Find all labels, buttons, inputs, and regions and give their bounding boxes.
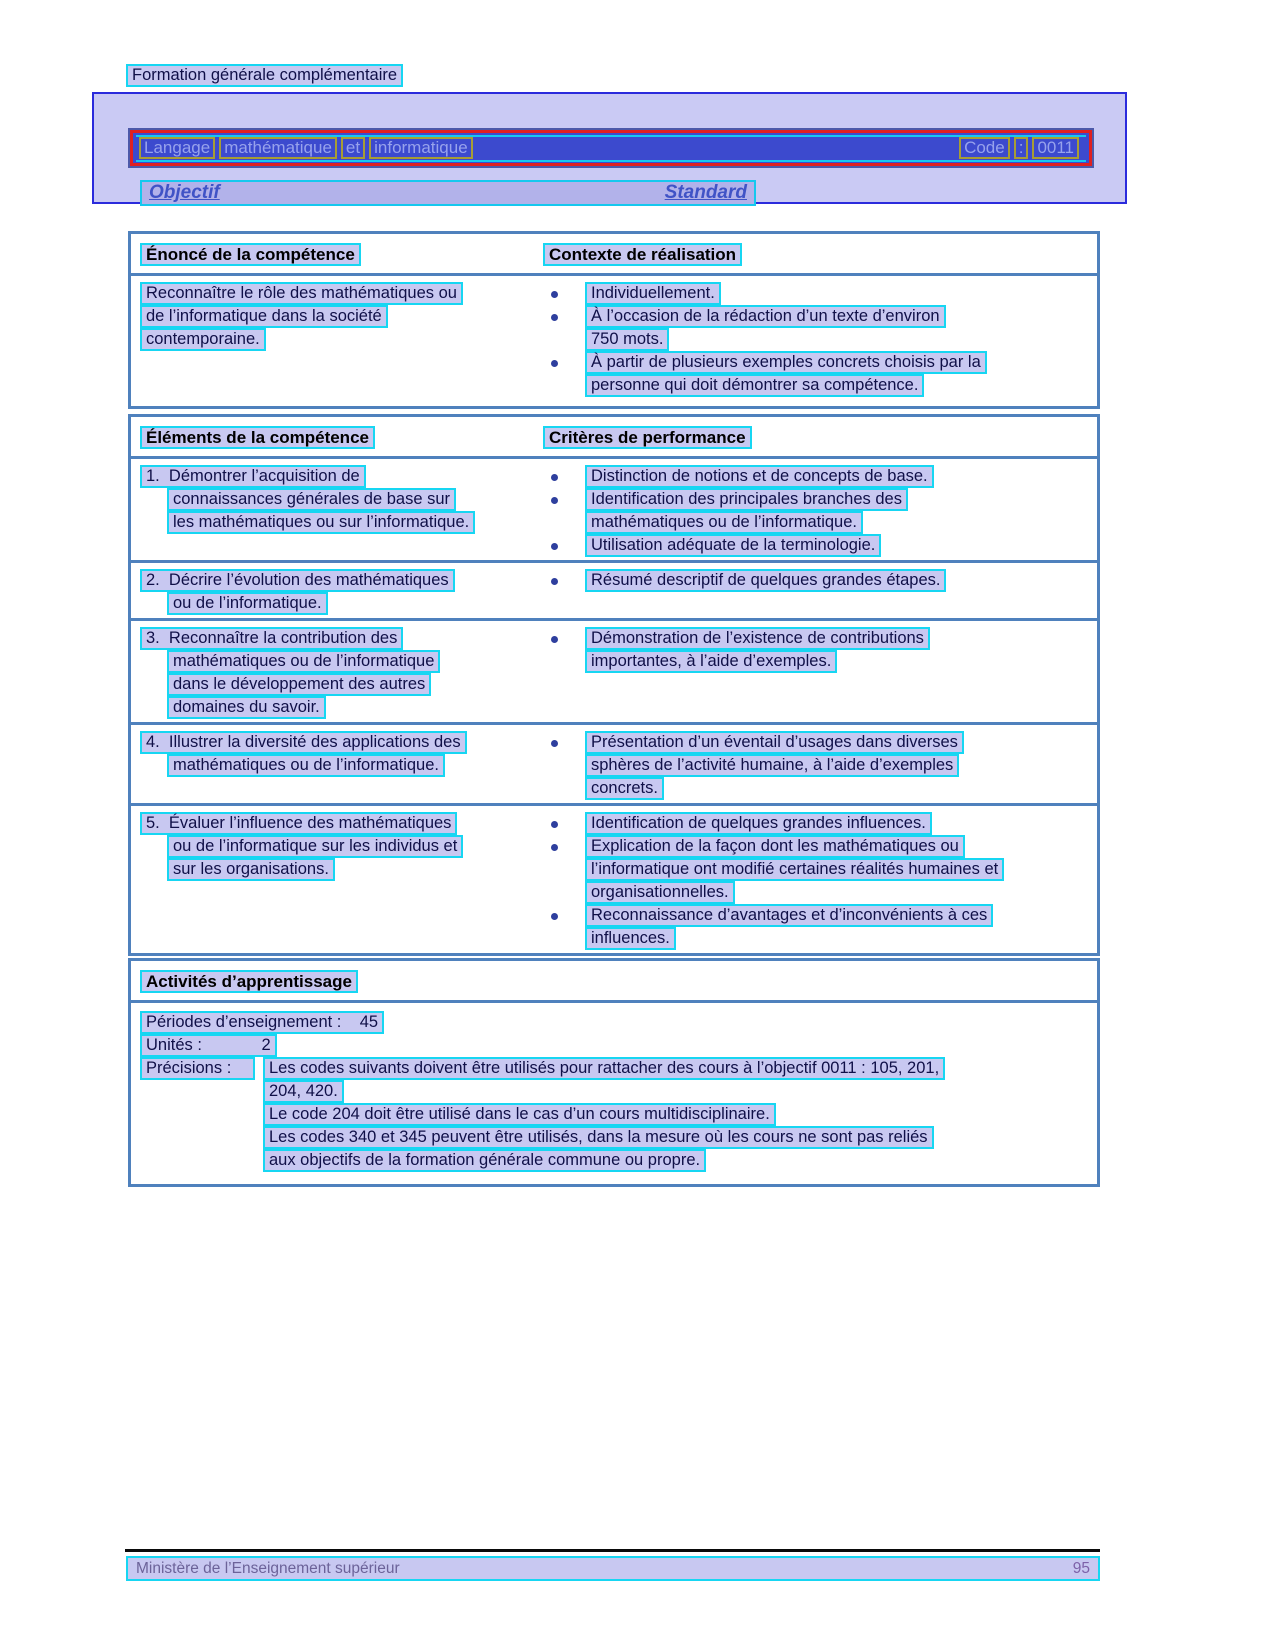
bullet-icon	[551, 913, 558, 920]
bullet-line: À partir de plusieurs exemples concrets choisis par la	[585, 351, 987, 374]
precisions-line: 204, 420.	[263, 1080, 344, 1103]
text-line: dans le développement des autres	[167, 673, 431, 696]
bullet-item	[543, 731, 1097, 754]
title-word: et	[341, 137, 365, 159]
bullet-icon	[551, 543, 558, 550]
contexte-cell	[543, 282, 1097, 397]
title-bar-outline	[128, 128, 1094, 168]
table-row	[131, 618, 1097, 722]
table-row	[131, 459, 1097, 560]
text-line: 2. Décrire l’évolution des mathématiques	[140, 569, 455, 592]
bullet-icon	[551, 821, 558, 828]
course-title	[139, 137, 477, 159]
bullet-icon	[551, 740, 558, 747]
section-label-text: Formation générale complémentaire	[126, 64, 403, 87]
bullet-line: mathématiques ou de l’informatique.	[585, 511, 863, 534]
bullet-item	[543, 488, 1097, 511]
bullet-item	[543, 627, 1097, 650]
text-line: les mathématiques ou sur l’informatique.	[167, 511, 475, 534]
table-row	[131, 560, 1097, 618]
bullet-line: Explication de la façon dont les mathématiques ou	[585, 835, 965, 858]
bullet-line: Utilisation adéquate de la terminologie.	[585, 534, 881, 557]
bullet-continuation	[543, 374, 1097, 397]
precisions-label: Précisions :	[140, 1057, 255, 1080]
bullet-continuation	[543, 777, 1097, 800]
bullet-continuation	[543, 650, 1097, 673]
title-bar-text-line	[136, 135, 1086, 162]
bullet-line: Identification des principales branches des	[585, 488, 908, 511]
bullet-continuation	[543, 858, 1097, 881]
footer	[126, 1556, 1100, 1581]
text-line: 1. Démontrer l’acquisition de	[140, 465, 366, 488]
activites-heading: Activités d’apprentissage	[140, 970, 358, 993]
bullet-icon	[551, 636, 558, 643]
precisions-line: Le code 204 doit être utilisé dans le cas d’un cours multidisciplinaire.	[263, 1103, 776, 1126]
bullet-line: influences.	[585, 927, 676, 950]
column-header-enonce: Énoncé de la compétence	[140, 243, 361, 266]
bullet-icon	[551, 578, 558, 585]
bullet-line: importantes, à l’aide d’exemples.	[585, 650, 837, 673]
bullet-continuation	[543, 927, 1097, 950]
bullet-line: À l’occasion de la rédaction d’un texte d’environ	[585, 305, 946, 328]
standard-heading: Standard	[664, 182, 747, 203]
bullet-line: Identification de quelques grandes influences.	[585, 812, 932, 835]
title-bar	[130, 130, 1092, 166]
bullet-icon	[551, 291, 558, 298]
precisions-line: aux objectifs de la formation générale commune ou propre.	[263, 1149, 706, 1172]
bullet-continuation	[543, 328, 1097, 351]
table-header-row	[131, 417, 1097, 459]
title-word: Langage	[139, 137, 215, 159]
bullet-item	[543, 465, 1097, 488]
bullet-item	[543, 305, 1097, 328]
unites-line: Unités : 2	[140, 1034, 277, 1057]
bullet-continuation	[543, 511, 1097, 534]
code-word: Code	[959, 137, 1010, 159]
precisions-line: Les codes suivants doivent être utilisés pour rattacher des cours à l’objectif 0011 : 105, 201,	[263, 1057, 945, 1080]
page-number: 95	[1072, 1560, 1090, 1577]
bullet-line: Reconnaissance d’avantages et d’inconvénients à ces	[585, 904, 993, 927]
precisions-line: Les codes 340 et 345 peuvent être utilisés, dans la mesure où les cours ne sont pas reliés	[263, 1126, 934, 1149]
bullet-line: l’informatique ont modifié certaines réalités humaines et	[585, 858, 1004, 881]
column-header-contexte: Contexte de réalisation	[543, 243, 742, 266]
table-elements-competence	[128, 414, 1100, 956]
table-body	[131, 1003, 1097, 1184]
title-word: informatique	[369, 137, 473, 159]
bullet-icon	[551, 314, 558, 321]
bullet-continuation	[543, 754, 1097, 777]
text-line: ou de l’informatique.	[167, 592, 328, 615]
table-header-row	[131, 961, 1097, 1003]
enonce-cell	[131, 282, 543, 397]
bullet-line: Présentation d’un éventail d’usages dans diverses	[585, 731, 964, 754]
bullet-item	[543, 835, 1097, 858]
text-line: 3. Reconnaître la contribution des	[140, 627, 403, 650]
bullet-line: Distinction de notions et de concepts de base.	[585, 465, 934, 488]
bullet-continuation	[543, 881, 1097, 904]
footer-ministry-text: Ministère de l’Enseignement supérieur	[136, 1560, 400, 1577]
table-activites-apprentissage	[128, 958, 1100, 1187]
bullet-line: 750 mots.	[585, 328, 669, 351]
footer-divider	[125, 1549, 1100, 1552]
table-enonce-competence	[128, 231, 1100, 409]
bullet-line: organisationnelles.	[585, 881, 735, 904]
bullet-item	[543, 569, 1097, 592]
text-line: mathématiques ou de l’informatique.	[167, 754, 445, 777]
bullet-line: sphères de l’activité humaine, à l’aide d’exemples	[585, 754, 959, 777]
bullet-icon	[551, 844, 558, 851]
text-line: sur les organisations.	[167, 858, 335, 881]
table-body	[131, 459, 1097, 953]
bullet-item	[543, 812, 1097, 835]
column-header-criteres: Critères de performance	[543, 426, 752, 449]
bullet-item	[543, 351, 1097, 374]
code-word: :	[1014, 137, 1029, 159]
table-body	[131, 276, 1097, 406]
course-code	[959, 137, 1083, 159]
document-section-label	[126, 64, 403, 87]
bullet-icon	[551, 360, 558, 367]
bullet-item	[543, 904, 1097, 927]
bullet-icon	[551, 474, 558, 481]
table-row	[131, 803, 1097, 953]
column-header-elements: Éléments de la compétence	[140, 426, 375, 449]
bullet-item	[543, 282, 1097, 305]
text-line: ou de l’informatique sur les individus et	[167, 835, 463, 858]
title-word: mathématique	[219, 137, 337, 159]
bullet-line: Démonstration de l’existence de contributions	[585, 627, 930, 650]
text-line: 5. Évaluer l’influence des mathématiques	[140, 812, 457, 835]
bullet-icon	[551, 497, 558, 504]
bullet-line: Individuellement.	[585, 282, 721, 305]
text-line: de l’informatique dans la société	[140, 305, 388, 328]
objectif-standard-row	[140, 180, 756, 206]
periodes-line: Périodes d’enseignement : 45	[140, 1011, 384, 1034]
text-line: mathématiques ou de l’informatique	[167, 650, 440, 673]
objectif-heading: Objectif	[149, 182, 220, 203]
code-word: 0011	[1032, 137, 1079, 159]
text-line: connaissances générales de base sur	[167, 488, 456, 511]
bullet-line: Résumé descriptif de quelques grandes étapes.	[585, 569, 946, 592]
bullet-item	[543, 534, 1097, 557]
text-line: contemporaine.	[140, 328, 266, 351]
text-line: 4. Illustrer la diversité des applications des	[140, 731, 467, 754]
table-header-row	[131, 234, 1097, 276]
bullet-line: personne qui doit démontrer sa compétence.	[585, 374, 924, 397]
text-line: domaines du savoir.	[167, 696, 326, 719]
bullet-line: concrets.	[585, 777, 664, 800]
table-row	[131, 722, 1097, 803]
objective-header-panel	[92, 92, 1127, 204]
text-line: Reconnaître le rôle des mathématiques ou	[140, 282, 463, 305]
